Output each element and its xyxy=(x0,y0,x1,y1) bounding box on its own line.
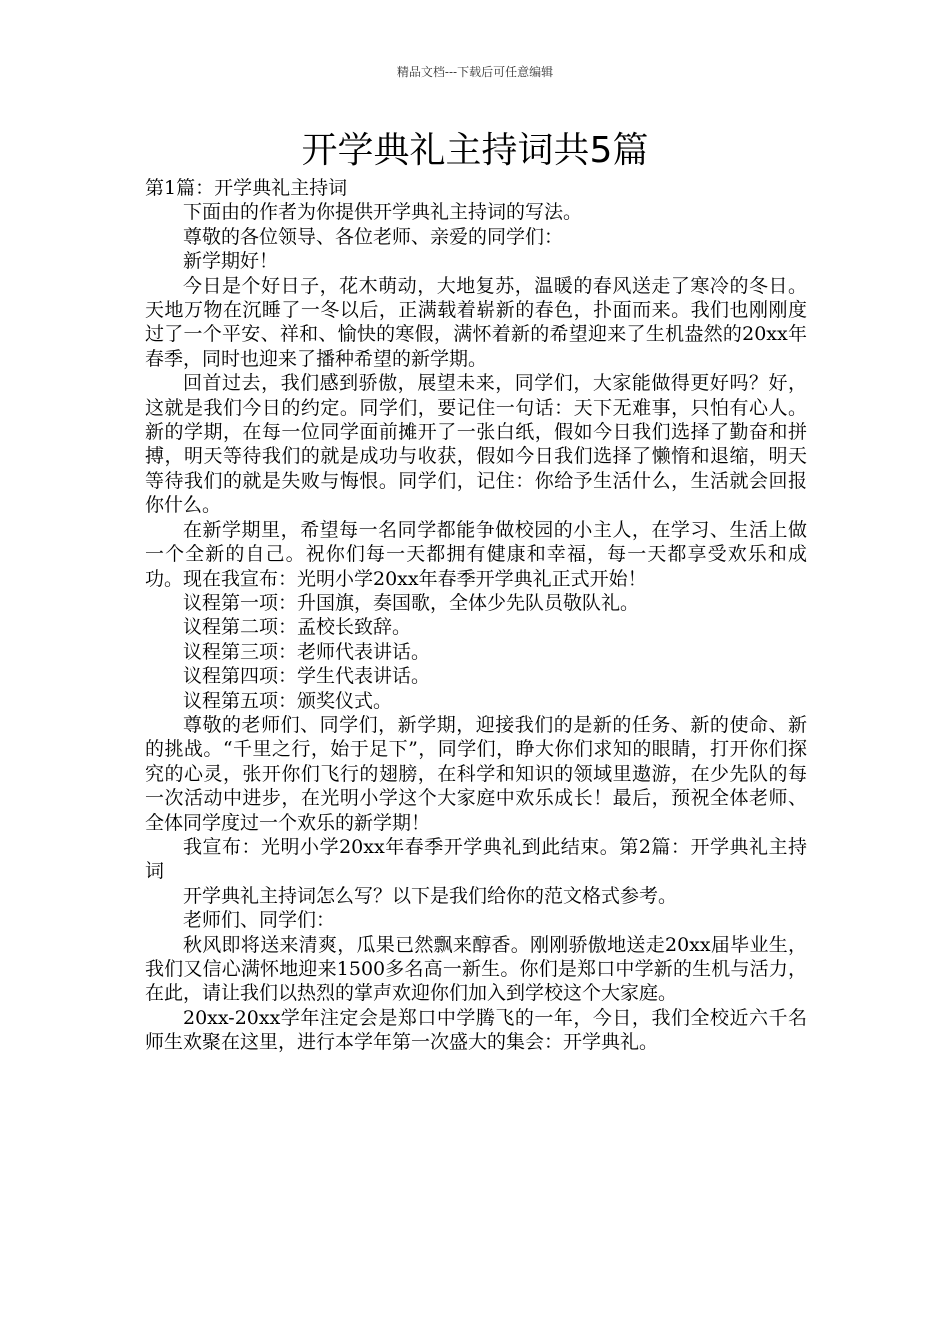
agenda-item-3: 议程第三项：老师代表讲话。 xyxy=(183,640,431,663)
paragraph-16: 老师们、同学们： xyxy=(183,909,336,932)
paragraph-14: 我宣布：光明小学20xx年春季开学典礼到此结束。第2篇：开学典礼主持词 xyxy=(145,835,807,883)
paragraph-7: 在新学期里，希望每一名同学都能争做校园的小主人，在学习、生活上做一个全新的自己。祝你们每一天都拥有健康和幸福，每一天都享受欢乐和成功。现在我宣布：光明小学20xx年春季开学典礼正式开始！ xyxy=(145,518,807,590)
paragraph-13: 尊敬的老师们、同学们，新学期，迎接我们的是新的任务、新的使命、新的挑战。“千里之行，始于足下”，同学们，睁大你们求知的眼睛，打开你们探究的心灵，张开你们飞行的翅膀，在科学和知识的领域里遨游，在少先队的每一次活动中进步，在光明小学这个大家庭中欢乐成长！最后，预祝全体老师、全体同学度过一个欢乐的新学期！ xyxy=(145,713,807,834)
paragraph-17: 秋风即将送来清爽，瓜果已然飘来醇香。刚刚骄傲地送走20xx届毕业生，我们又信心满怀地迎来1500多名高一新生。你们是郑口中学新的生机与活力，在此，请让我们以热烈的掌声欢迎你们加入到学校这个大家庭。 xyxy=(145,933,807,1005)
paragraph-1: 第1篇：开学典礼主持词 xyxy=(145,177,348,199)
paragraph-3: 尊敬的各位领导、各位老师、亲爱的同学们： xyxy=(183,225,564,248)
paragraph-2: 下面由的作者为你提供开学典礼主持词的写法。 xyxy=(183,201,583,224)
document-title: 开学典礼主持词共5篇 xyxy=(301,130,649,171)
agenda-item-5: 议程第五项：颁奖仪式。 xyxy=(183,689,393,712)
paragraph-4: 新学期好！ xyxy=(183,250,279,273)
document-body xyxy=(145,176,807,1055)
agenda-item-4: 议程第四项：学生代表讲话。 xyxy=(183,665,431,688)
agenda-item-2: 议程第二项：孟校长致辞。 xyxy=(183,616,412,639)
paragraph-6: 回首过去，我们感到骄傲，展望未来，同学们，大家能做得更好吗？好，这就是我们今日的约定。同学们，要记住一句话：天下无难事，只怕有心人。新的学期，在每一位同学面前摊开了一张白纸，假如今日我们选择了勤奋和拼搏，明天等待我们的就是成功与收获，假如今日我们选择了懒惰和退缩，明天等待我们的就是失败与悔恨。同学们，记住：你给予生活什么，生活就会回报你什么。 xyxy=(145,372,807,517)
paragraph-18: 20xx-20xx学年注定会是郑口中学腾飞的一年，今日，我们全校近六千名师生欢聚在这里，进行本学年第一次盛大的集会：开学典礼。 xyxy=(145,1006,807,1054)
paragraph-15: 开学典礼主持词怎么写？以下是我们给你的范文格式参考。 xyxy=(183,884,678,907)
paragraph-5: 今日是个好日子，花木萌动，大地复苏，温暖的春风送走了寒冷的冬日。天地万物在沉睡了一冬以后，正满载着崭新的春色，扑面而来。我们也刚刚度过了一个平安、祥和、愉快的寒假，满怀着新的希望迎来了生机盎然的20xx年春季，同时也迎来了播种希望的新学期。 xyxy=(145,274,807,370)
agenda-item-1: 议程第一项：升国旗，奏国歌，全体少先队员敬队礼。 xyxy=(183,591,640,614)
header-note: 精品文档---下载后可任意编辑 xyxy=(396,65,554,79)
